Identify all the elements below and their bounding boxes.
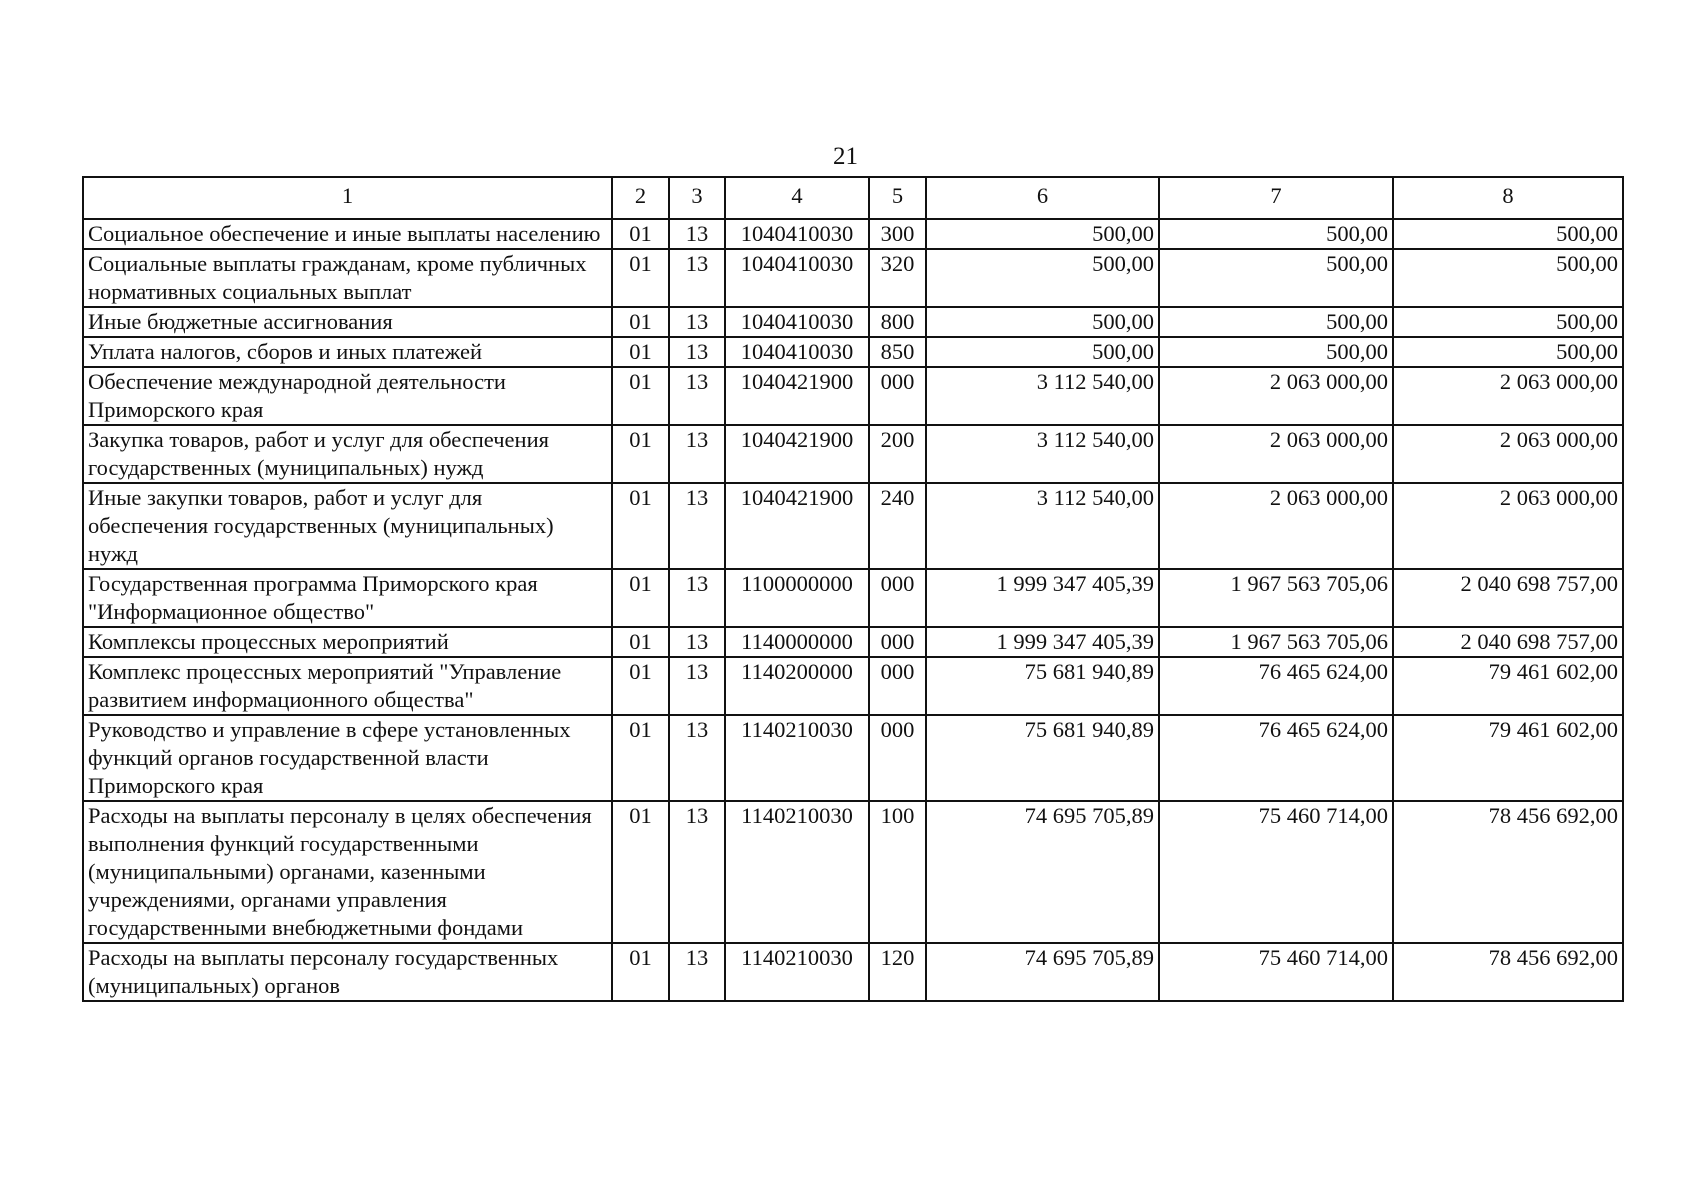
amount-col7: 1 967 563 705,06 <box>1159 569 1393 627</box>
target-article-code: 1140210030 <box>725 715 869 801</box>
subsection-code: 13 <box>669 483 725 569</box>
subsection-code: 13 <box>669 801 725 943</box>
section-code: 01 <box>612 425 669 483</box>
target-article-code: 1140200000 <box>725 657 869 715</box>
amount-col6: 500,00 <box>926 307 1159 337</box>
amount-col6: 1 999 347 405,39 <box>926 627 1159 657</box>
subsection-code: 13 <box>669 657 725 715</box>
section-code: 01 <box>612 249 669 307</box>
amount-col8: 78 456 692,00 <box>1393 801 1623 943</box>
section-code: 01 <box>612 337 669 367</box>
table-row <box>83 627 1623 657</box>
expense-type-code: 320 <box>869 249 926 307</box>
page-number: 21 <box>833 143 858 170</box>
expense-type-code: 200 <box>869 425 926 483</box>
expense-type-code: 240 <box>869 483 926 569</box>
expense-name: Закупка товаров, работ и услуг для обеспечения государственных (муниципальных) нужд <box>83 425 612 483</box>
amount-col8: 500,00 <box>1393 249 1623 307</box>
target-article-code: 1140000000 <box>725 627 869 657</box>
expense-name: Уплата налогов, сборов и иных платежей <box>83 337 612 367</box>
section-code: 01 <box>612 801 669 943</box>
amount-col6: 75 681 940,89 <box>926 715 1159 801</box>
amount-col6: 500,00 <box>926 249 1159 307</box>
column-number-row <box>83 177 1623 219</box>
target-article-code: 1040421900 <box>725 367 869 425</box>
expense-type-code: 300 <box>869 219 926 249</box>
amount-col7: 75 460 714,00 <box>1159 943 1393 1001</box>
amount-col7: 500,00 <box>1159 337 1393 367</box>
expense-type-code: 000 <box>869 367 926 425</box>
column-header: 5 <box>869 177 926 219</box>
expense-name: Иные закупки товаров, работ и услуг для обеспечения государственных (муниципальных) нужд <box>83 483 612 569</box>
expense-type-code: 120 <box>869 943 926 1001</box>
amount-col6: 500,00 <box>926 219 1159 249</box>
subsection-code: 13 <box>669 337 725 367</box>
expense-name: Социальное обеспечение и иные выплаты населению <box>83 219 612 249</box>
amount-col6: 500,00 <box>926 337 1159 367</box>
amount-col7: 2 063 000,00 <box>1159 483 1393 569</box>
expense-type-code: 100 <box>869 801 926 943</box>
amount-col8: 500,00 <box>1393 337 1623 367</box>
table-row <box>83 483 1623 569</box>
amount-col6: 3 112 540,00 <box>926 367 1159 425</box>
section-code: 01 <box>612 569 669 627</box>
target-article-code: 1100000000 <box>725 569 869 627</box>
subsection-code: 13 <box>669 307 725 337</box>
expense-type-code: 000 <box>869 627 926 657</box>
amount-col8: 500,00 <box>1393 219 1623 249</box>
subsection-code: 13 <box>669 715 725 801</box>
amount-col7: 2 063 000,00 <box>1159 425 1393 483</box>
column-header: 8 <box>1393 177 1623 219</box>
expense-name: Иные бюджетные ассигнования <box>83 307 612 337</box>
expense-type-code: 850 <box>869 337 926 367</box>
amount-col7: 2 063 000,00 <box>1159 367 1393 425</box>
amount-col7: 75 460 714,00 <box>1159 801 1393 943</box>
amount-col7: 76 465 624,00 <box>1159 715 1393 801</box>
amount-col7: 500,00 <box>1159 219 1393 249</box>
subsection-code: 13 <box>669 367 725 425</box>
section-code: 01 <box>612 307 669 337</box>
subsection-code: 13 <box>669 569 725 627</box>
section-code: 01 <box>612 367 669 425</box>
section-code: 01 <box>612 657 669 715</box>
subsection-code: 13 <box>669 249 725 307</box>
section-code: 01 <box>612 943 669 1001</box>
table-row <box>83 715 1623 801</box>
amount-col8: 2 040 698 757,00 <box>1393 569 1623 627</box>
column-header: 4 <box>725 177 869 219</box>
table-row <box>83 367 1623 425</box>
amount-col6: 1 999 347 405,39 <box>926 569 1159 627</box>
amount-col7: 1 967 563 705,06 <box>1159 627 1393 657</box>
amount-col8: 2 063 000,00 <box>1393 483 1623 569</box>
table-row <box>83 801 1623 943</box>
amount-col8: 79 461 602,00 <box>1393 657 1623 715</box>
column-header: 6 <box>926 177 1159 219</box>
expense-name: Государственная программа Приморского края "Информационное общество" <box>83 569 612 627</box>
amount-col8: 2 040 698 757,00 <box>1393 627 1623 657</box>
amount-col8: 2 063 000,00 <box>1393 425 1623 483</box>
amount-col8: 79 461 602,00 <box>1393 715 1623 801</box>
amount-col7: 500,00 <box>1159 307 1393 337</box>
amount-col6: 75 681 940,89 <box>926 657 1159 715</box>
table-row <box>83 943 1623 1001</box>
target-article-code: 1040421900 <box>725 483 869 569</box>
expense-name: Расходы на выплаты персоналу государственных (муниципальных) органов <box>83 943 612 1001</box>
amount-col6: 74 695 705,89 <box>926 801 1159 943</box>
expense-type-code: 000 <box>869 569 926 627</box>
amount-col6: 74 695 705,89 <box>926 943 1159 1001</box>
table-row <box>83 337 1623 367</box>
target-article-code: 1040421900 <box>725 425 869 483</box>
subsection-code: 13 <box>669 627 725 657</box>
amount-col7: 500,00 <box>1159 249 1393 307</box>
amount-col7: 76 465 624,00 <box>1159 657 1393 715</box>
amount-col8: 78 456 692,00 <box>1393 943 1623 1001</box>
subsection-code: 13 <box>669 943 725 1001</box>
expense-name: Обеспечение международной деятельности Приморского края <box>83 367 612 425</box>
amount-col8: 2 063 000,00 <box>1393 367 1623 425</box>
section-code: 01 <box>612 715 669 801</box>
target-article-code: 1040410030 <box>725 307 869 337</box>
expense-type-code: 000 <box>869 715 926 801</box>
amount-col6: 3 112 540,00 <box>926 425 1159 483</box>
target-article-code: 1040410030 <box>725 249 869 307</box>
expense-type-code: 800 <box>869 307 926 337</box>
target-article-code: 1140210030 <box>725 801 869 943</box>
target-article-code: 1040410030 <box>725 337 869 367</box>
table-row <box>83 307 1623 337</box>
expense-name: Расходы на выплаты персоналу в целях обеспечения выполнения функций государственными (муниципальными) органами, казенными учреждениями, органами управления государственными внебюджетными фондами <box>83 801 612 943</box>
table-row <box>83 569 1623 627</box>
target-article-code: 1040410030 <box>725 219 869 249</box>
table-row <box>83 219 1623 249</box>
section-code: 01 <box>612 483 669 569</box>
column-header: 3 <box>669 177 725 219</box>
expense-name: Комплекс процессных мероприятий "Управление развитием информационного общества" <box>83 657 612 715</box>
amount-col6: 3 112 540,00 <box>926 483 1159 569</box>
table-row <box>83 249 1623 307</box>
amount-col8: 500,00 <box>1393 307 1623 337</box>
column-header: 2 <box>612 177 669 219</box>
table-row <box>83 425 1623 483</box>
subsection-code: 13 <box>669 219 725 249</box>
column-header: 7 <box>1159 177 1393 219</box>
budget-table <box>82 176 1624 1002</box>
subsection-code: 13 <box>669 425 725 483</box>
table-row <box>83 657 1623 715</box>
column-header: 1 <box>83 177 612 219</box>
expense-type-code: 000 <box>869 657 926 715</box>
expense-name: Руководство и управление в сфере установленных функций органов государственной власти Приморского края <box>83 715 612 801</box>
expense-name: Социальные выплаты гражданам, кроме публичных нормативных социальных выплат <box>83 249 612 307</box>
section-code: 01 <box>612 627 669 657</box>
section-code: 01 <box>612 219 669 249</box>
expense-name: Комплексы процессных мероприятий <box>83 627 612 657</box>
target-article-code: 1140210030 <box>725 943 869 1001</box>
